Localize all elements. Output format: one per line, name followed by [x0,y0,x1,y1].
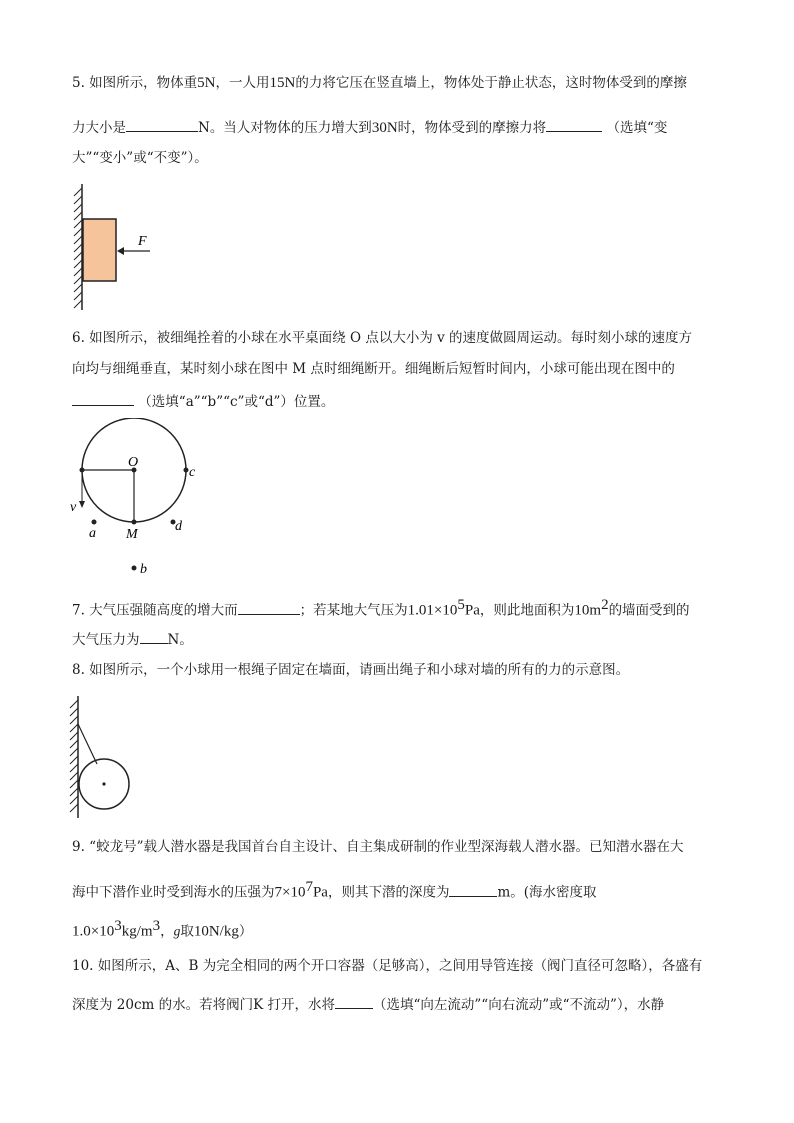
label-c: c [189,465,196,480]
wall-hatching [74,188,82,308]
q5-line-3 [72,149,208,167]
q5-figure [66,182,166,314]
q10-text: （选填“向左流动”“向右流动”或“不流动”），水静 [373,997,665,1013]
q5-text: ，一人用 [215,75,270,91]
label-o: O [128,455,139,470]
q5-line-1 [72,74,687,92]
q7-line-2 [72,629,193,649]
g-symbol: g [173,923,181,939]
q5-text: 的力将它压在竖直墙上，物体处于静止状态，这时物体受到的摩擦 [295,75,687,91]
q10-line-2 [72,994,664,1014]
rope [78,724,97,764]
area-value: 10m [574,602,602,619]
q10-line-1 [72,957,702,975]
exponent: 7 [305,879,313,895]
label-m: M [126,527,138,542]
answer-blank[interactable] [546,117,602,132]
q6-text: （选填“a”“b”“c”或“d”）位置。 [138,394,335,410]
force-value: 30N [371,120,398,136]
q6-line-2 [72,360,675,378]
q6-line-3 [72,391,334,411]
q9-text: 取 [180,923,194,940]
q5-line-2 [72,117,667,137]
q9-text: ， [160,923,174,940]
pressure-value: 7×10 [274,884,306,901]
velocity-arrowhead [79,501,85,508]
q5-text: 5. 如图所示，物体重 [72,75,198,91]
q7-text: 7. 大气压强随高度的增大而 [72,602,238,619]
q8-text: 8. 如图所示，一个小球用一根绳子固定在墙面，请画出绳子和小球对墙的所有的力的示意图。 [72,662,630,678]
q8-line-1 [72,661,629,679]
density-value: 1.0×10 [72,923,115,940]
q6-line-1 [72,329,692,347]
g-value: 10N/kg [193,923,239,940]
unit: Pa [464,602,480,619]
exponent: 2 [601,597,609,613]
arrow-head [117,247,124,255]
answer-blank[interactable] [335,994,373,1009]
q7-text: ，则此地面积为 [479,602,575,619]
label-d: d [175,519,182,534]
q6-figure [64,418,214,582]
answer-blank[interactable] [449,882,497,897]
weight-value: 5N [197,75,216,91]
force-label: F [138,234,147,249]
q6-text: 向均与细绳垂直，某时刻小球在图中 M 点时细绳断开。细绳断后短暂时间内，小球可能出现在图中的 [72,361,675,377]
q5-text: （选填“变 [606,120,668,136]
point-b [132,566,137,571]
q7-text: ；若某地大气压为 [299,602,408,619]
wall-hatching [70,700,78,812]
q9-text: ） [238,923,253,940]
unit: kg/m [121,923,153,940]
q5-text: 大”“变小”或“不变”）。 [72,150,208,166]
label-b: b [140,562,147,577]
q5-text: 时，物体受到的摩擦力将 [397,120,547,136]
exponent: 3 [114,918,122,934]
answer-blank[interactable] [140,629,168,644]
point-c [184,468,189,473]
q7-text: 的墙面受到的 [608,602,690,619]
unit: Pa [312,884,328,901]
q9-text: ，则其下潜的深度为 [327,884,450,901]
q9-text: 海中下潜作业时受到海水的压强为 [72,884,275,901]
answer-blank[interactable] [238,600,300,615]
q10-text: 深度为 20cm 的水。若将阀门K 打开，水将 [72,997,335,1013]
block [83,219,116,281]
q9-line-3 [72,917,252,941]
exponent: 5 [457,597,465,613]
point-a [92,520,97,525]
label-a: a [89,526,96,541]
q8-figure [66,694,136,822]
q9-line-1 [72,838,683,856]
force-value: 15N [269,75,296,91]
pressure-value: 1.01×10 [407,602,458,619]
q7-text: 大气压力为 [72,632,140,648]
point-m [132,520,137,525]
q9-text: 9. “蛟龙号”载人潜水器是我国首台自主设计、自主集成研制的作业型深海载人潜水器。已知潜水器在大 [72,839,684,855]
label-v: v [70,500,77,515]
ball-center [102,782,105,785]
answer-blank[interactable] [72,391,134,406]
q5-text: 力大小是 [72,120,126,136]
answer-blank[interactable] [126,117,198,132]
q7-line-1 [72,596,690,620]
q9-text: m。(海水密度取 [497,884,597,901]
ball-point [80,468,85,473]
q7-text: N。 [167,632,193,648]
q5-text: N。当人对物体的压力增大到 [198,120,372,136]
q9-line-2 [72,878,597,902]
exponent: 3 [152,918,161,934]
q6-text: 6. 如图所示，被细绳拴着的小球在水平桌面绕 O 点以大小为 v 的速度做圆周运动。每时刻小球的速度方 [72,330,693,346]
q10-text: 10. 如图所示，A、B 为完全相同的两个开口容器（足够高），之间用导管连接（阀门直径可忽略），各盛有 [72,958,703,974]
